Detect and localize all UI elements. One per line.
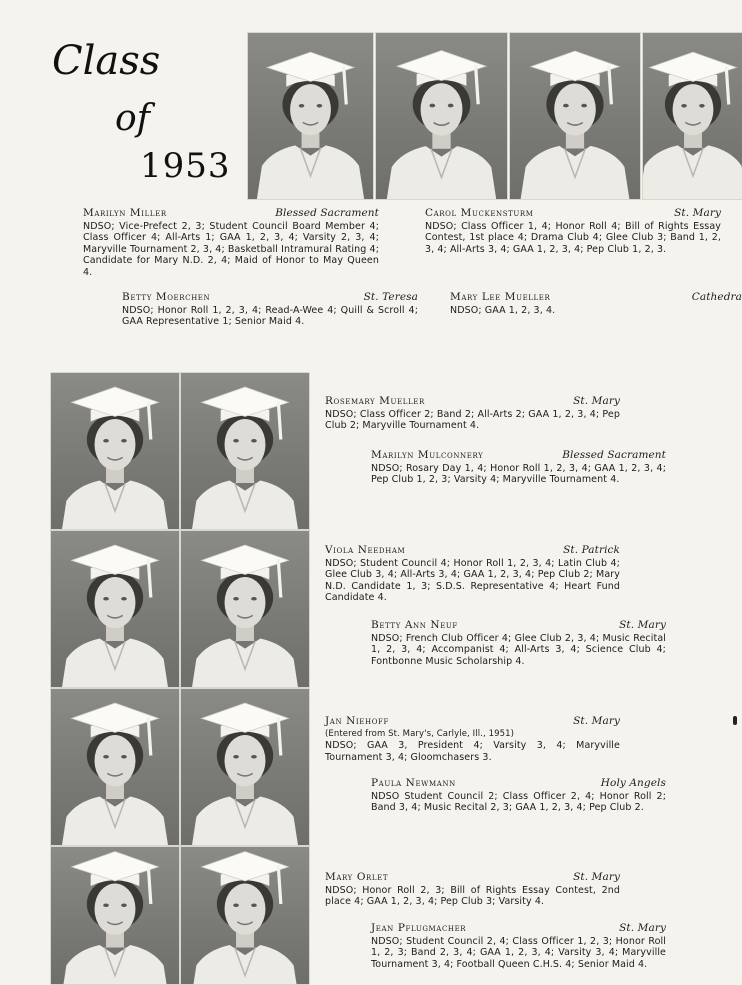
parish-name: St. Mary (619, 922, 666, 934)
bio-entry-carol-muckensturm (425, 208, 721, 255)
student-name: Betty Moerchen (122, 291, 211, 303)
parish-name: St. Mary (619, 619, 666, 631)
bio-entry-paula-newmann (371, 778, 666, 814)
class-heading-year: 1953 (140, 146, 231, 186)
class-heading-of: of (115, 98, 150, 139)
parish-name: Blessed Sacrament (562, 449, 666, 461)
bio-entry-viola-needham (325, 545, 620, 604)
bio-entry-jean-pflugmacher (371, 923, 666, 970)
parish-name: Cathedra (691, 291, 742, 303)
bio-entry-betty-moerchen (122, 292, 418, 328)
portrait-photo-paula-newmann (180, 688, 310, 846)
bio-entry-rosemary-mueller (325, 396, 620, 432)
student-name: Paula Newmann (371, 777, 456, 789)
portrait-photo-marilyn-miller (247, 32, 374, 200)
portrait-photo-rosemary-mueller (50, 372, 180, 530)
activities-text: NDSO; Honor Roll 1, 2, 3, 4; Read-A-Wee 4; Quill & Scroll 4; GAA Representative 1; Senior Maid 4. (122, 304, 418, 327)
bio-entry-betty-ann-neuf (371, 620, 666, 667)
activities-text: NDSO; Honor Roll 2, 3; Bill of Rights Essay Contest, 2nd place 4; GAA 1, 2, 3, 4; Pep Club 3; Varsity 4. (325, 884, 620, 907)
portrait-photo-betty-moerchen (509, 32, 641, 200)
student-name: Jan Niehoff (325, 715, 389, 727)
student-name: Rosemary Mueller (325, 395, 425, 407)
bio-entry-mary-orlet (325, 872, 620, 908)
student-name: Carol Muckensturm (425, 207, 534, 219)
parish-name: St. Mary (573, 395, 620, 407)
portrait-photo-marilyn-mulconnery (180, 372, 310, 530)
portrait-photo-jean-pflugmacher (180, 846, 310, 985)
portrait-photo-mary-lee-mueller (642, 32, 742, 200)
activities-text: NDSO; Class Officer 1, 4; Honor Roll 4; Bill of Rights Essay Contest, 1st place 4; Drama Club 4; Glee Club 3; Band 1, 2, 3, 4; All-Arts 3, 4; GAA 1, 2, 3, 4; Pep Club 1, 2, 3. (425, 220, 721, 255)
activities-text: NDSO; Class Officer 2; Band 2; All-Arts 2; GAA 1, 2, 3, 4; Pep Club 2; Maryville Tournament 4. (325, 408, 620, 431)
bio-entry-mary-lee-mueller (450, 292, 742, 316)
entered-note: (Entered from St. Mary's, Carlyle, Ill., 1951) (325, 728, 515, 739)
student-name: Jean Pflugmacher (371, 922, 467, 934)
bio-entry-jan-niehoff (325, 716, 620, 763)
parish-name: St. Mary (573, 715, 620, 727)
parish-name: St. Mary (573, 871, 620, 883)
activities-text: NDSO; Student Council 4; Honor Roll 1, 2, 3, 4; Latin Club 4; Glee Club 3, 4; All-Arts 3, 4; GAA 1, 2, 3, 4; Pep Club 2; Mary N.D. Candidate 1, 3; S.D.S. Representative 4; Heart Fund Candidate 4. (325, 557, 620, 603)
portrait-photo-jan-niehoff (50, 688, 180, 846)
student-name: Marilyn Mulconnery (371, 449, 484, 461)
parish-name: Holy Angels (600, 777, 666, 789)
portrait-photo-viola-needham (50, 530, 180, 688)
student-name: Betty Ann Neuf (371, 619, 458, 631)
page-edge-mark (733, 716, 737, 725)
portrait-photo-carol-muckensturm (375, 32, 508, 200)
student-name: Mary Orlet (325, 871, 389, 883)
parish-name: Blessed Sacrament (275, 207, 379, 219)
activities-text: NDSO; Student Council 2, 4; Class Officer 1, 2, 3; Honor Roll 1, 2, 3; Band 2, 3, 4; GAA 1, 2, 3, 4; Varsity 3, 4; Maryville Tournament 3, 4; Football Queen C.H.S. 4; Senior Maid 4. (371, 935, 666, 970)
parish-name: St. Mary (674, 207, 721, 219)
student-name: Mary Lee Mueller (450, 291, 551, 303)
student-name: Marilyn Miller (83, 207, 167, 219)
student-name: Viola Needham (325, 544, 406, 556)
parish-name: St. Teresa (363, 291, 418, 303)
bio-entry-marilyn-mulconnery (371, 450, 666, 486)
parish-name: St. Patrick (563, 544, 620, 556)
portrait-photo-betty-ann-neuf (180, 530, 310, 688)
portrait-photo-mary-orlet (50, 846, 180, 985)
class-heading-word: Class (52, 38, 161, 84)
activities-text: NDSO Student Council 2; Class Officer 2, 4; Honor Roll 2; Band 3, 4; Music Recital 2, 3; GAA 1, 2, 3, 4; Pep Club 2. (371, 790, 666, 813)
activities-text: NDSO; French Club Officer 4; Glee Club 2, 3, 4; Music Recital 1, 2, 3, 4; Accompanist 4; All-Arts 3, 4; Science Club 4; Fontbonne Music Scholarship 4. (371, 632, 666, 667)
bio-entry-marilyn-miller (83, 208, 379, 278)
activities-text: NDSO; Vice-Prefect 2, 3; Student Council Board Member 4; Class Officer 4; All-Arts 1; GAA 1, 2, 3, 4; Varsity 2, 3, 4; Maryville Tournament 2, 3, 4; Basketball Intramural Rating 4; Candidate for Mary N.D. 2, 4; Maid of Honor to May Queen 4. (83, 220, 379, 278)
activities-text: NDSO; GAA 1, 2, 3, 4. (450, 304, 556, 316)
activities-text: NDSO; GAA 3, President 4; Varsity 3, 4; Maryville Tournament 3, 4; Gloomchasers 3. (325, 740, 620, 763)
activities-text: NDSO; Rosary Day 1, 4; Honor Roll 1, 2, 3, 4; GAA 1, 2, 3, 4; Pep Club 1, 2, 3; Varsity 4; Maryville Tournament 4. (371, 462, 666, 485)
